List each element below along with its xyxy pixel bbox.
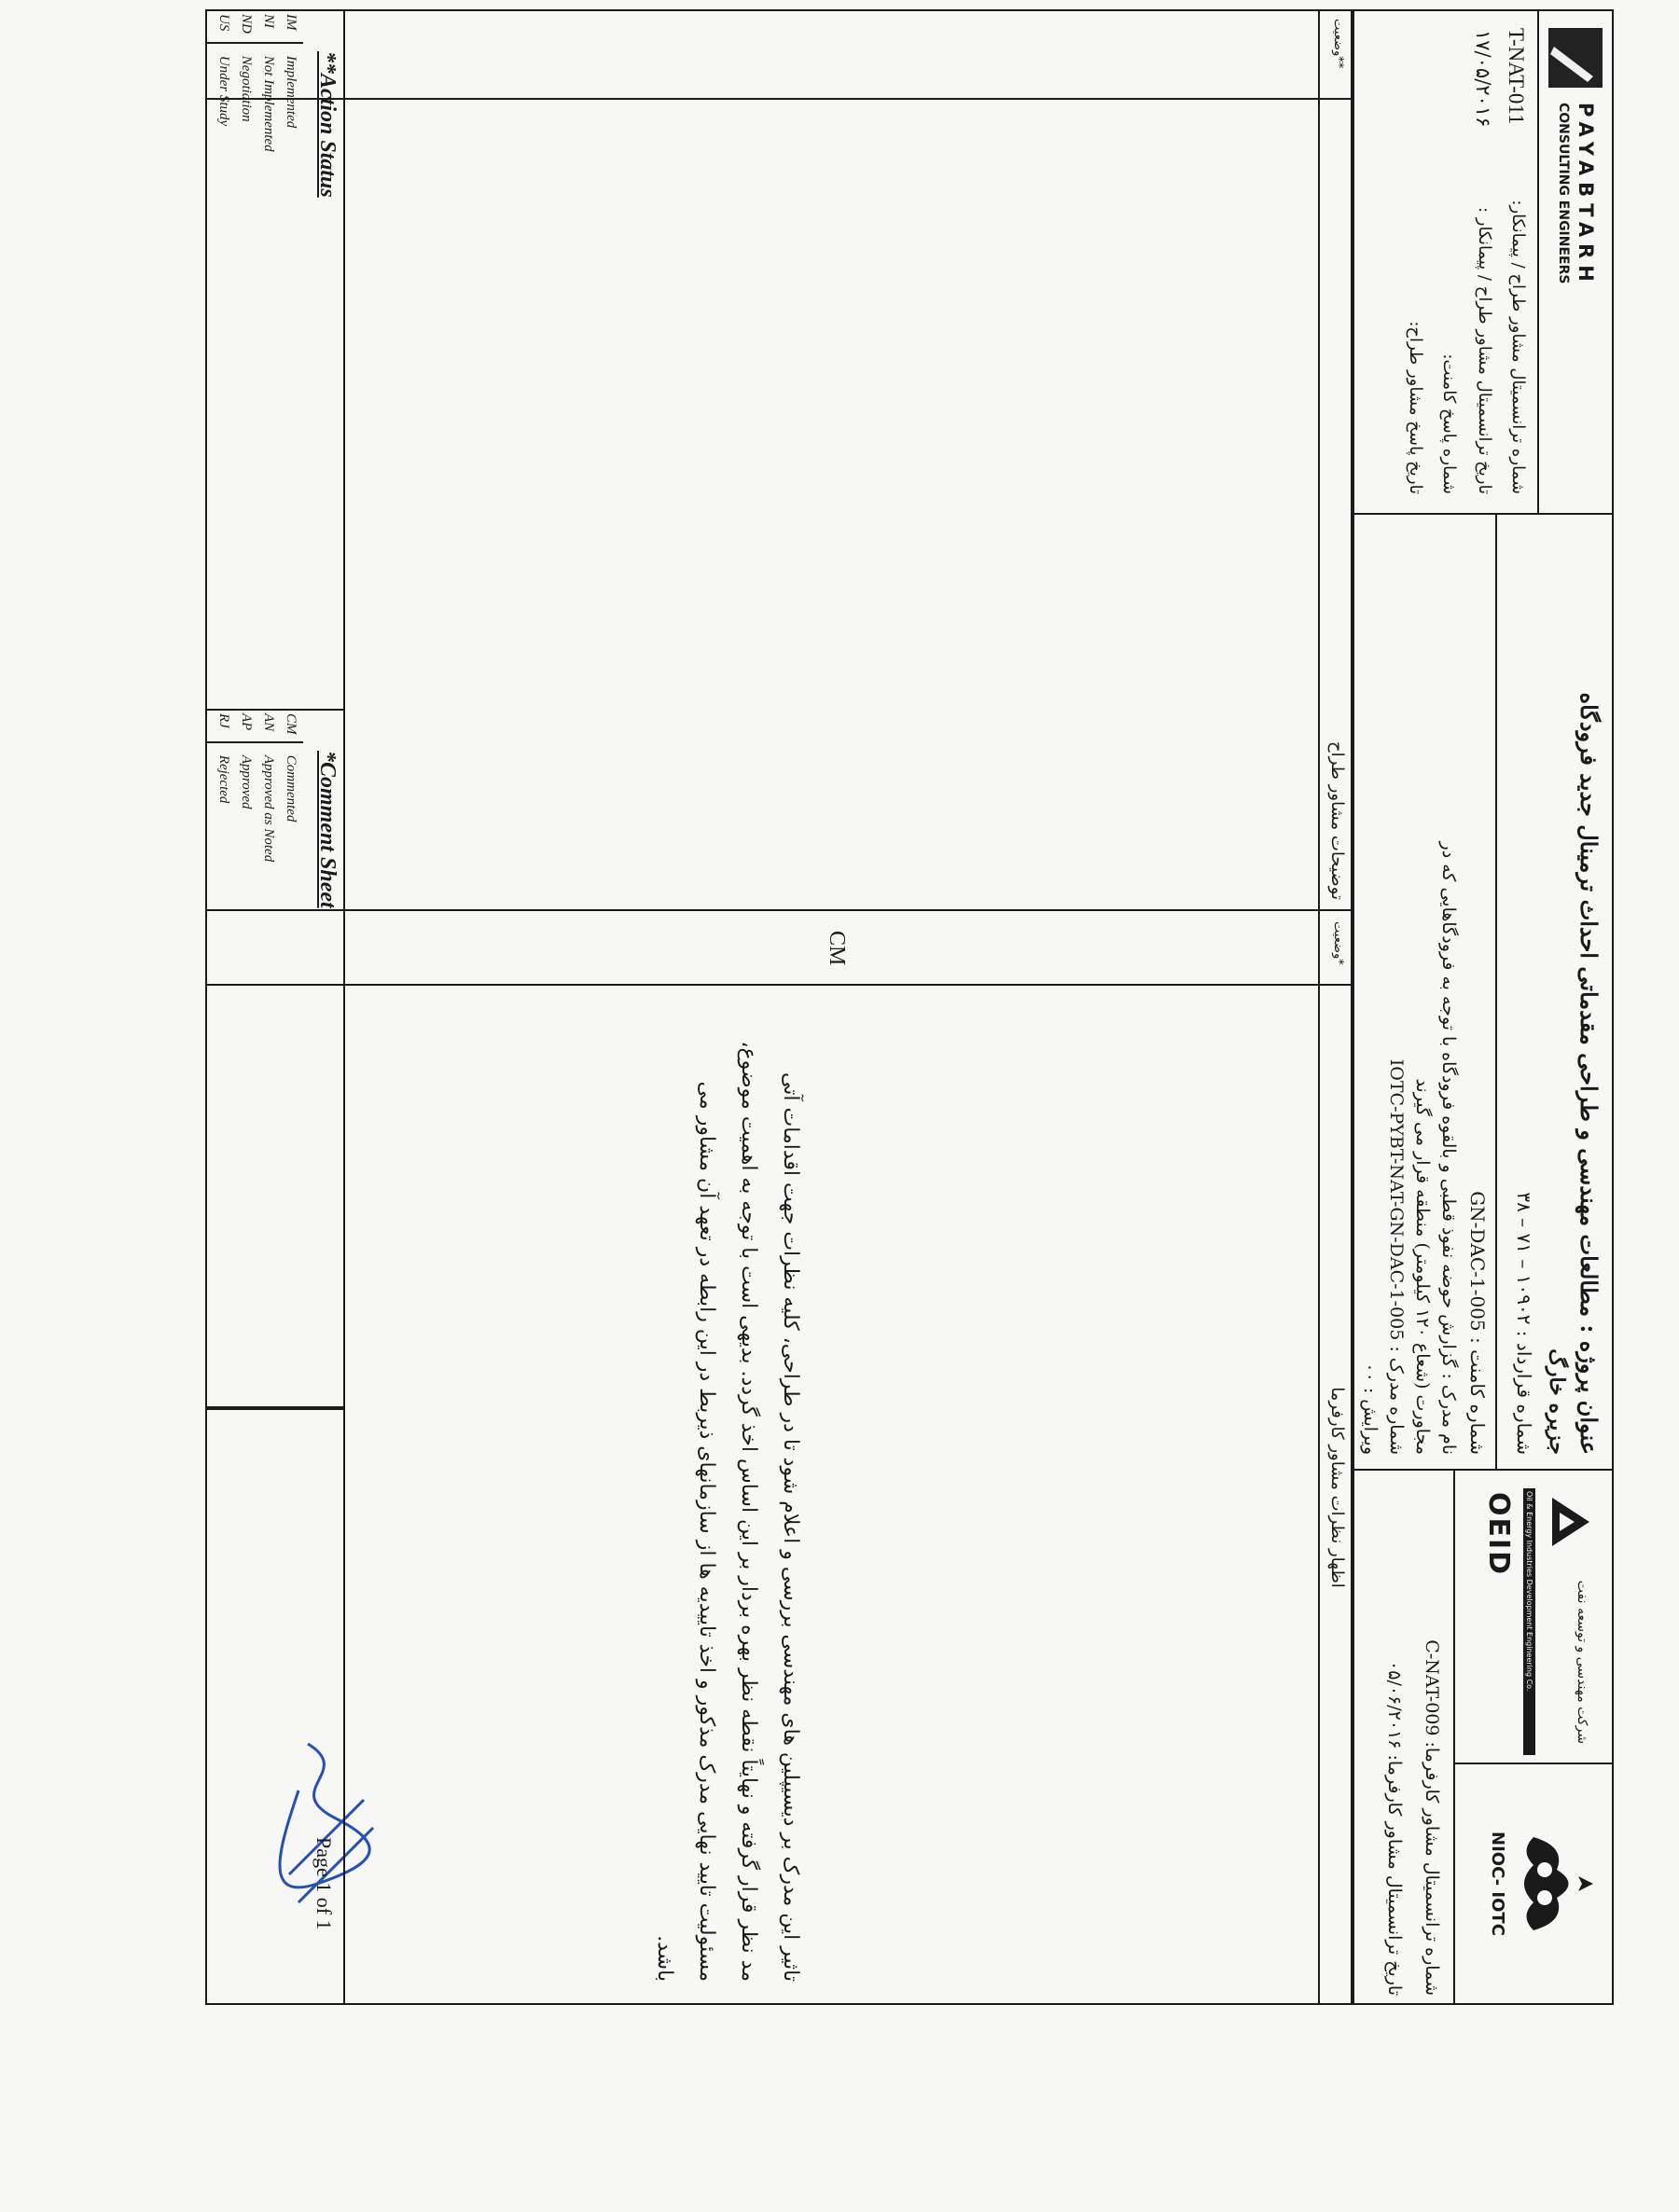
list-item: ND Negotiation — [239, 14, 254, 122]
comment-text-line2: مد نظر قرار گرفته و نهایتاً نقطه نظر بهره بردار بر این اساس اخذ گردد. بدیهی است با توجه به اهمیت موضوع، — [737, 1041, 760, 1982]
contractor-transmittal-date-label: تاریخ ترانسمیتال مشاور طراح / پیمانکار : — [1475, 206, 1494, 494]
payabtarh-logo — [1548, 28, 1603, 88]
list-item: AN Approved as Noted — [261, 713, 276, 863]
comment-no: شماره کامنت : GN-DAC-1-005 — [1466, 1191, 1489, 1455]
comment-text-line1: تاثیر این مدرک بر دیسیپلین های مهندسی بررسی و اعلام شود تا در طراحی، کلیه نظرات جهت اقدامات آتی — [779, 1071, 802, 1982]
designer-status-header: وضعیت** — [1331, 19, 1345, 69]
contractor-transmittal-date: ۱۷/۰۵/۲۰۱۶ — [1472, 30, 1494, 128]
document-name-line2: مجاورت (شعاع ۱۲۰ کیلومتر) منطقه قرار می گیرند — [1412, 1078, 1433, 1455]
comment-status-list — [211, 713, 300, 1366]
page-number: Page 1 of 1 — [312, 1837, 336, 1930]
payabtarh-logo-mark-icon — [1548, 28, 1603, 88]
designer-logo-subtitle: CONSULTING ENGINEERS — [1556, 103, 1571, 284]
nioc-iotc-label: NIOC- IOTC — [1488, 1832, 1507, 1936]
list-item: RJ Rejected — [216, 713, 231, 804]
comment-text-line4: باشد. — [653, 1935, 676, 1982]
revision: ویرایش : ۰۰ — [1360, 1362, 1381, 1455]
contract-no: شماره قرارداد : ۱۰۹۰۲ – ۷۱ – ۳۸ — [1513, 1192, 1535, 1455]
reply-comment-no-label: شماره پاسخ کامنت: — [1439, 353, 1459, 494]
comment-sheet — [187, 0, 1679, 2070]
consultant-comments-header: اظهار نظرات مشاور کارفرما — [1327, 1387, 1347, 1588]
consultant-transmittal-no: شماره ترانسمیتال مشاور کارفرما: C-NAT-009 — [1422, 1639, 1442, 1996]
action-status-title: **Action Status — [315, 51, 340, 198]
list-item: AP Approved — [239, 713, 254, 809]
nioc-iotc-logo — [1463, 1774, 1603, 1998]
oeid-triangle-icon — [1548, 1494, 1593, 1550]
nioc-flame-icon — [1515, 1828, 1599, 1940]
action-status-list — [211, 14, 300, 667]
comment-status: CM — [825, 931, 849, 966]
designer-reply-date-label: تاریخ پاسخ مشاور طراح: — [1406, 321, 1425, 494]
list-item: US Under Study — [216, 14, 231, 127]
project-title: عنوان پروژه : مطالعات مهندسی و طراحی مقدماتی احداث ترمینال جدید فرودگاه — [1575, 692, 1603, 1455]
oeid-logo-fa: شرکت مهندسی و توسعه نفت — [1575, 1580, 1589, 1744]
list-item: NI Not Implemented — [261, 14, 276, 152]
contractor-transmittal-no-label: شماره ترانسمیتال مشاور طراح / پیمانکار: — [1508, 200, 1528, 494]
list-item: CM Commented — [284, 713, 298, 823]
designer-comments-header: توضیحات مشاور طراح — [1327, 741, 1347, 900]
comment-text-line3: مسئولیت تایید نهایی مدرک مذکور و اخذ تاییدیه ها از سازمانهای ذیربط در این رابطه در تعهد آن مشاور می — [695, 1081, 718, 1982]
oeid-logo — [1464, 1483, 1604, 1753]
oeid-logo-abbr: OEID — [1482, 1492, 1515, 1577]
comment-sheet-title: *Comment Sheet — [315, 751, 340, 908]
document-name: نام مدرک : گزارش حوضه نفوذ قطبی و بالقوه فرودگاه با توجه به فرودگاهایی که در — [1438, 841, 1459, 1455]
oeid-logo-en: Oil & Energy Industries Development Engineering Co. — [1523, 1488, 1535, 1755]
project-title-line2: جزیره خارگ — [1545, 1348, 1569, 1455]
list-item: IM Implemented — [284, 14, 298, 129]
consultant-transmittal-date: تاریخ ترانسمیتال مشاور کارفرما: ۰۵/۰۶/۲۰۱۶ — [1384, 1661, 1405, 1996]
document-no: شماره مدرک : IOTC-PYBT-NAT-GN-DAC-1-005 — [1386, 1058, 1407, 1455]
contractor-transmittal-no: T-NAT-011 — [1505, 28, 1528, 125]
designer-logo-name: PAYABTARH — [1575, 103, 1597, 288]
consultant-status-header: وضعیت* — [1331, 921, 1345, 965]
